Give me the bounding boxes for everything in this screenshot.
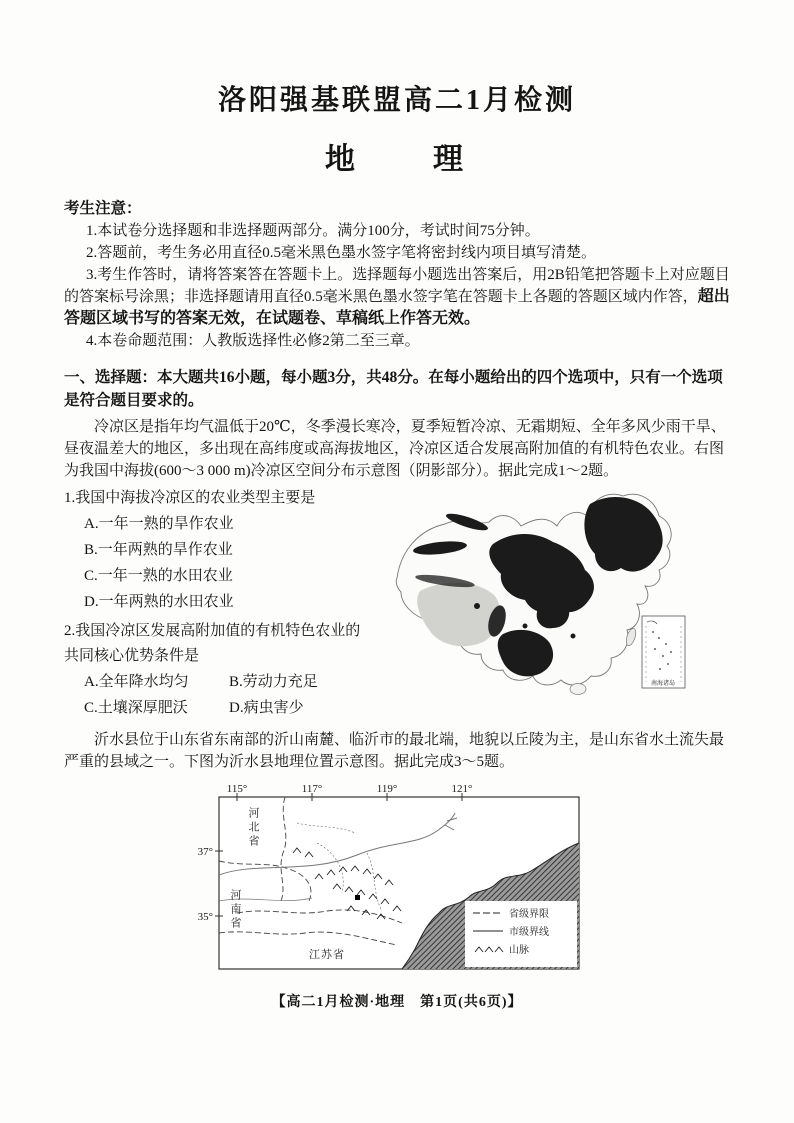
question-1-option-c: C.一年一熟的水田农业 xyxy=(84,568,233,584)
notice-item-2: 2.答题前，考生务必用直径0.5毫米黑色墨水签字笔将密封线内项目填写清楚。 xyxy=(86,245,597,261)
hainan-island xyxy=(570,684,586,695)
legend-province-boundary: 省级界限 xyxy=(509,909,549,920)
subject-title: 地 理 xyxy=(325,143,469,176)
legend-city-boundary: 市级界线 xyxy=(509,927,549,938)
question-2-stem: 2.我国冷凉区发展高附加值的有机特色农业的共同核心优势条件是 xyxy=(64,623,361,664)
question-1-option-d: D.一年两熟的水田农业 xyxy=(84,594,234,610)
plateau-gray-shading xyxy=(417,583,500,646)
notice-item-4: 4.本卷命题范围：人教版选择性必修2第二至三章。 xyxy=(86,333,420,349)
page-title: 洛阳强基联盟高二1月检测 xyxy=(217,85,576,116)
map-legend xyxy=(465,901,577,967)
question-2-option-d: D.病虫害少 xyxy=(229,700,304,716)
notice-item-1: 1.本试卷分选择题和非选择题两部分。满分100分，考试时间75分钟。 xyxy=(86,223,540,239)
page-content xyxy=(64,78,730,1011)
question-1-option-a: A.一年一熟的旱作农业 xyxy=(84,516,234,532)
section-1-heading: 一、选择题：本大题共16小题，每小题3分，共48分。在每小题给出的四个选项中，只有一个选项是符合题目要求的。 xyxy=(64,369,723,409)
question-2-option-c: C.土壤深厚肥沃 xyxy=(84,700,188,716)
notice-heading: 考生注意： xyxy=(64,200,142,217)
notice-item-3-text: 3.考生作答时，请将答案答在答题卡上。选择题每小题选出答案后，用2B铅笔把答题卡上对应题目的答案标号涂黑；非选择题请用直径0.5毫米黑色墨水签字笔在答题卡上各题的答题区域内作答， xyxy=(64,267,730,305)
county-marker xyxy=(355,895,360,900)
question-2-option-a: A.全年降水均匀 xyxy=(84,674,189,690)
china-map-svg xyxy=(385,486,730,701)
lon-label-117: 117° xyxy=(301,783,323,795)
inset-label: 南海诸岛 xyxy=(650,681,676,687)
question-1-stem: 1.我国中海拔冷凉区的农业类型主要是 xyxy=(64,490,316,506)
province-label-jiangsu: 江苏省 xyxy=(309,949,345,961)
shandong-map-figure xyxy=(197,783,597,983)
legend-mountain: 山脉 xyxy=(509,945,529,956)
province-label-henan: 河南省 xyxy=(229,889,241,931)
question-1-option-b: B.一年两熟的旱作农业 xyxy=(84,542,233,558)
passage-2: 沂水县位于山东省东南部的沂山南麓、临沂市的最北端，地貌以丘陵为主，是山东省水土流失最严重的县域之一。下图为沂水县地理位置示意图。据此完成3～5题。 xyxy=(64,732,725,770)
notice-section xyxy=(64,198,730,352)
south-china-sea-inset xyxy=(642,616,685,688)
china-map-figure xyxy=(385,486,730,701)
passage-1: 冷凉区是指年均气温低于20℃，冬季漫长寒冷，夏季短暂冷凉、无霜期短、全年多风少雨干旱、昼夜温差大的地区，多出现在高纬度或高海拔地区，冷凉区适合发展高附加值的有机特色农业。右图为我国中海拔(600～3 000 m)冷凉区空间分布示意图（阴影部分）。据此完成1～2题。 xyxy=(64,419,726,479)
question-2-option-b: B.劳动力充足 xyxy=(229,674,318,690)
lon-label-121: 121° xyxy=(451,783,473,795)
lon-label-115: 115° xyxy=(226,783,248,795)
lat-label-35: 35° xyxy=(197,911,213,923)
province-label-hebei: 河北省 xyxy=(247,807,259,849)
page-footer: 【高二1月检测·地理 第1页(共6页)】 xyxy=(271,995,523,1010)
notice-item-3 xyxy=(64,264,730,330)
question-block-1-2 xyxy=(64,486,730,721)
question-2-options xyxy=(64,669,375,721)
lon-label-119: 119° xyxy=(376,783,398,795)
notice-item-3-emphasis: 超出答题区域书写的答案无效，在试题卷、草稿纸上作答无效。 xyxy=(64,288,730,327)
lat-label-37: 37° xyxy=(197,846,213,858)
